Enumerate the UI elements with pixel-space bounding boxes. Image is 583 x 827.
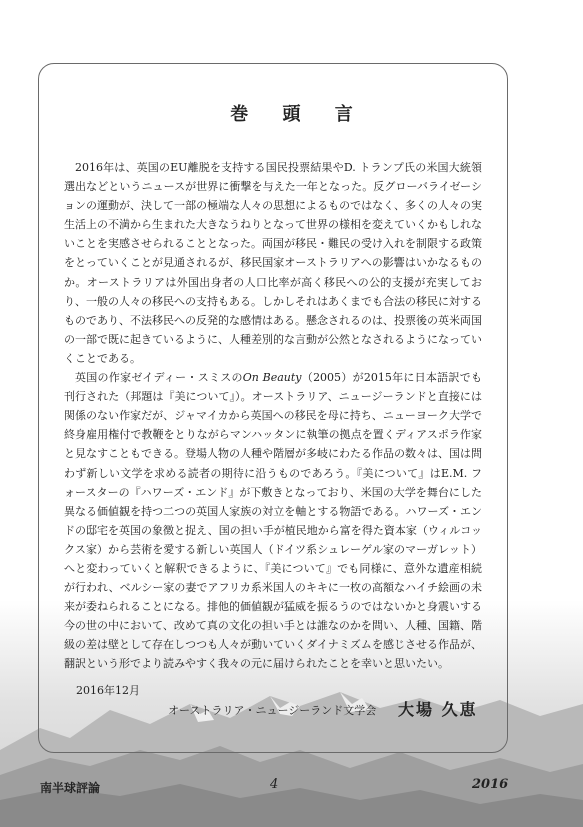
date: 2016年12月 [76, 684, 140, 697]
text-run: 離脱を支持する国民投票結果や [187, 161, 344, 174]
author-signature: 大場 久恵 [398, 700, 478, 719]
text-run: フォースターの『ハワーズ・エンド』が下敷きとなっており、米国の大学を舞台にした異なる価値観を持つ二つの英国人家族の対立を軸とする物語である。ハワーズ・エンドの邸宅を英国の象徴と捉え、国の担い手が植民地から富を得た資本家（ウィルコックス家）から芸術を愛する新しい英国人（ドイツ系シュレーゲル家のマーガレット）へと変わっていくと解釈できるように、『美について』でも同様に、意外な遺産相続が行われ、ベルシー家の妻でアフリカ系米国人のキキに一枚の高額なハイチ絵画の未来が委ねられることになる。排他的価値観が猛威を振るうのではないかと身震いする今の世の中において、改めて真の文化の担い手とは誰なのかを問い、人種、国籍、階級の差は壁として存在しつつも人々が動いていくダイナミズムを感じさせる作品が、翻訳という形でより読みやすく我々の元に届けられたことを幸いと思いたい。 [64, 466, 483, 671]
text-run: 2016年は、英国の [75, 161, 171, 174]
footer-year: 2016 [472, 777, 509, 792]
text-run: トランプ氏の米国大統領選出などというニュースが世界に衝撃を与えた一年となった。反グローバライゼーションの運動が、決して一部の極端な人々の思想によるものではなく、多くの人々の実生活上の不満から生まれた大きなうねりとなって世界の様相を変えていくかもしれないことを実感させられることとなった。両国が移民・難民の受け入れを制限する政策をとっていくことが見通されるが、移民国家オーストラリアへの影響はいかなるものか。オーストラリアは外国出身者の人口比率が高く移民への公的支援が充実しており、一般の人々の移民への支持もある。しかしそれはあくまでも合法の移民に対するものであり、不法移民への反発的な感情はある。懸念されるのは、投票後の英米両国の一部で既に起きているように、人種差別的な言動が公然となされるようになっていくことである。 [64, 161, 482, 365]
text-run: D. [343, 161, 356, 174]
body-text [64, 158, 482, 674]
book-title: On Beauty [242, 371, 302, 385]
paragraph-1 [64, 158, 482, 368]
text-run: EU [170, 161, 188, 174]
page-title: 巻 頭 言 [230, 104, 367, 125]
affiliation: オーストラリア・ニュージーランド文学会 [168, 704, 377, 717]
paragraph-2 [64, 368, 482, 674]
text-run: E.M. [440, 466, 468, 480]
page-number: 4 [270, 777, 279, 792]
text-run: （2005）が2015年に日本語訳でも刊行された（邦題は『美について』）。オーストラリア、ニュージーランドと直接には関係のない作家だが、ジャマイカから英国への移民を母に持ち、ニューヨーク大学で終身雇用権付で教鞭をとりながらマンハッタンに執筆の拠点を置くディアスポラ作家と見なすこともできる。登場人物の人種や階層が多岐にわたる作品の数々は、国は問わず新しい文学を求める読者の期待に沿うものであろう。『美について』は [64, 371, 482, 480]
journal-name: 南半球評論 [40, 781, 101, 795]
text-run: 英国の作家ゼイディー・スミスの [75, 371, 243, 385]
